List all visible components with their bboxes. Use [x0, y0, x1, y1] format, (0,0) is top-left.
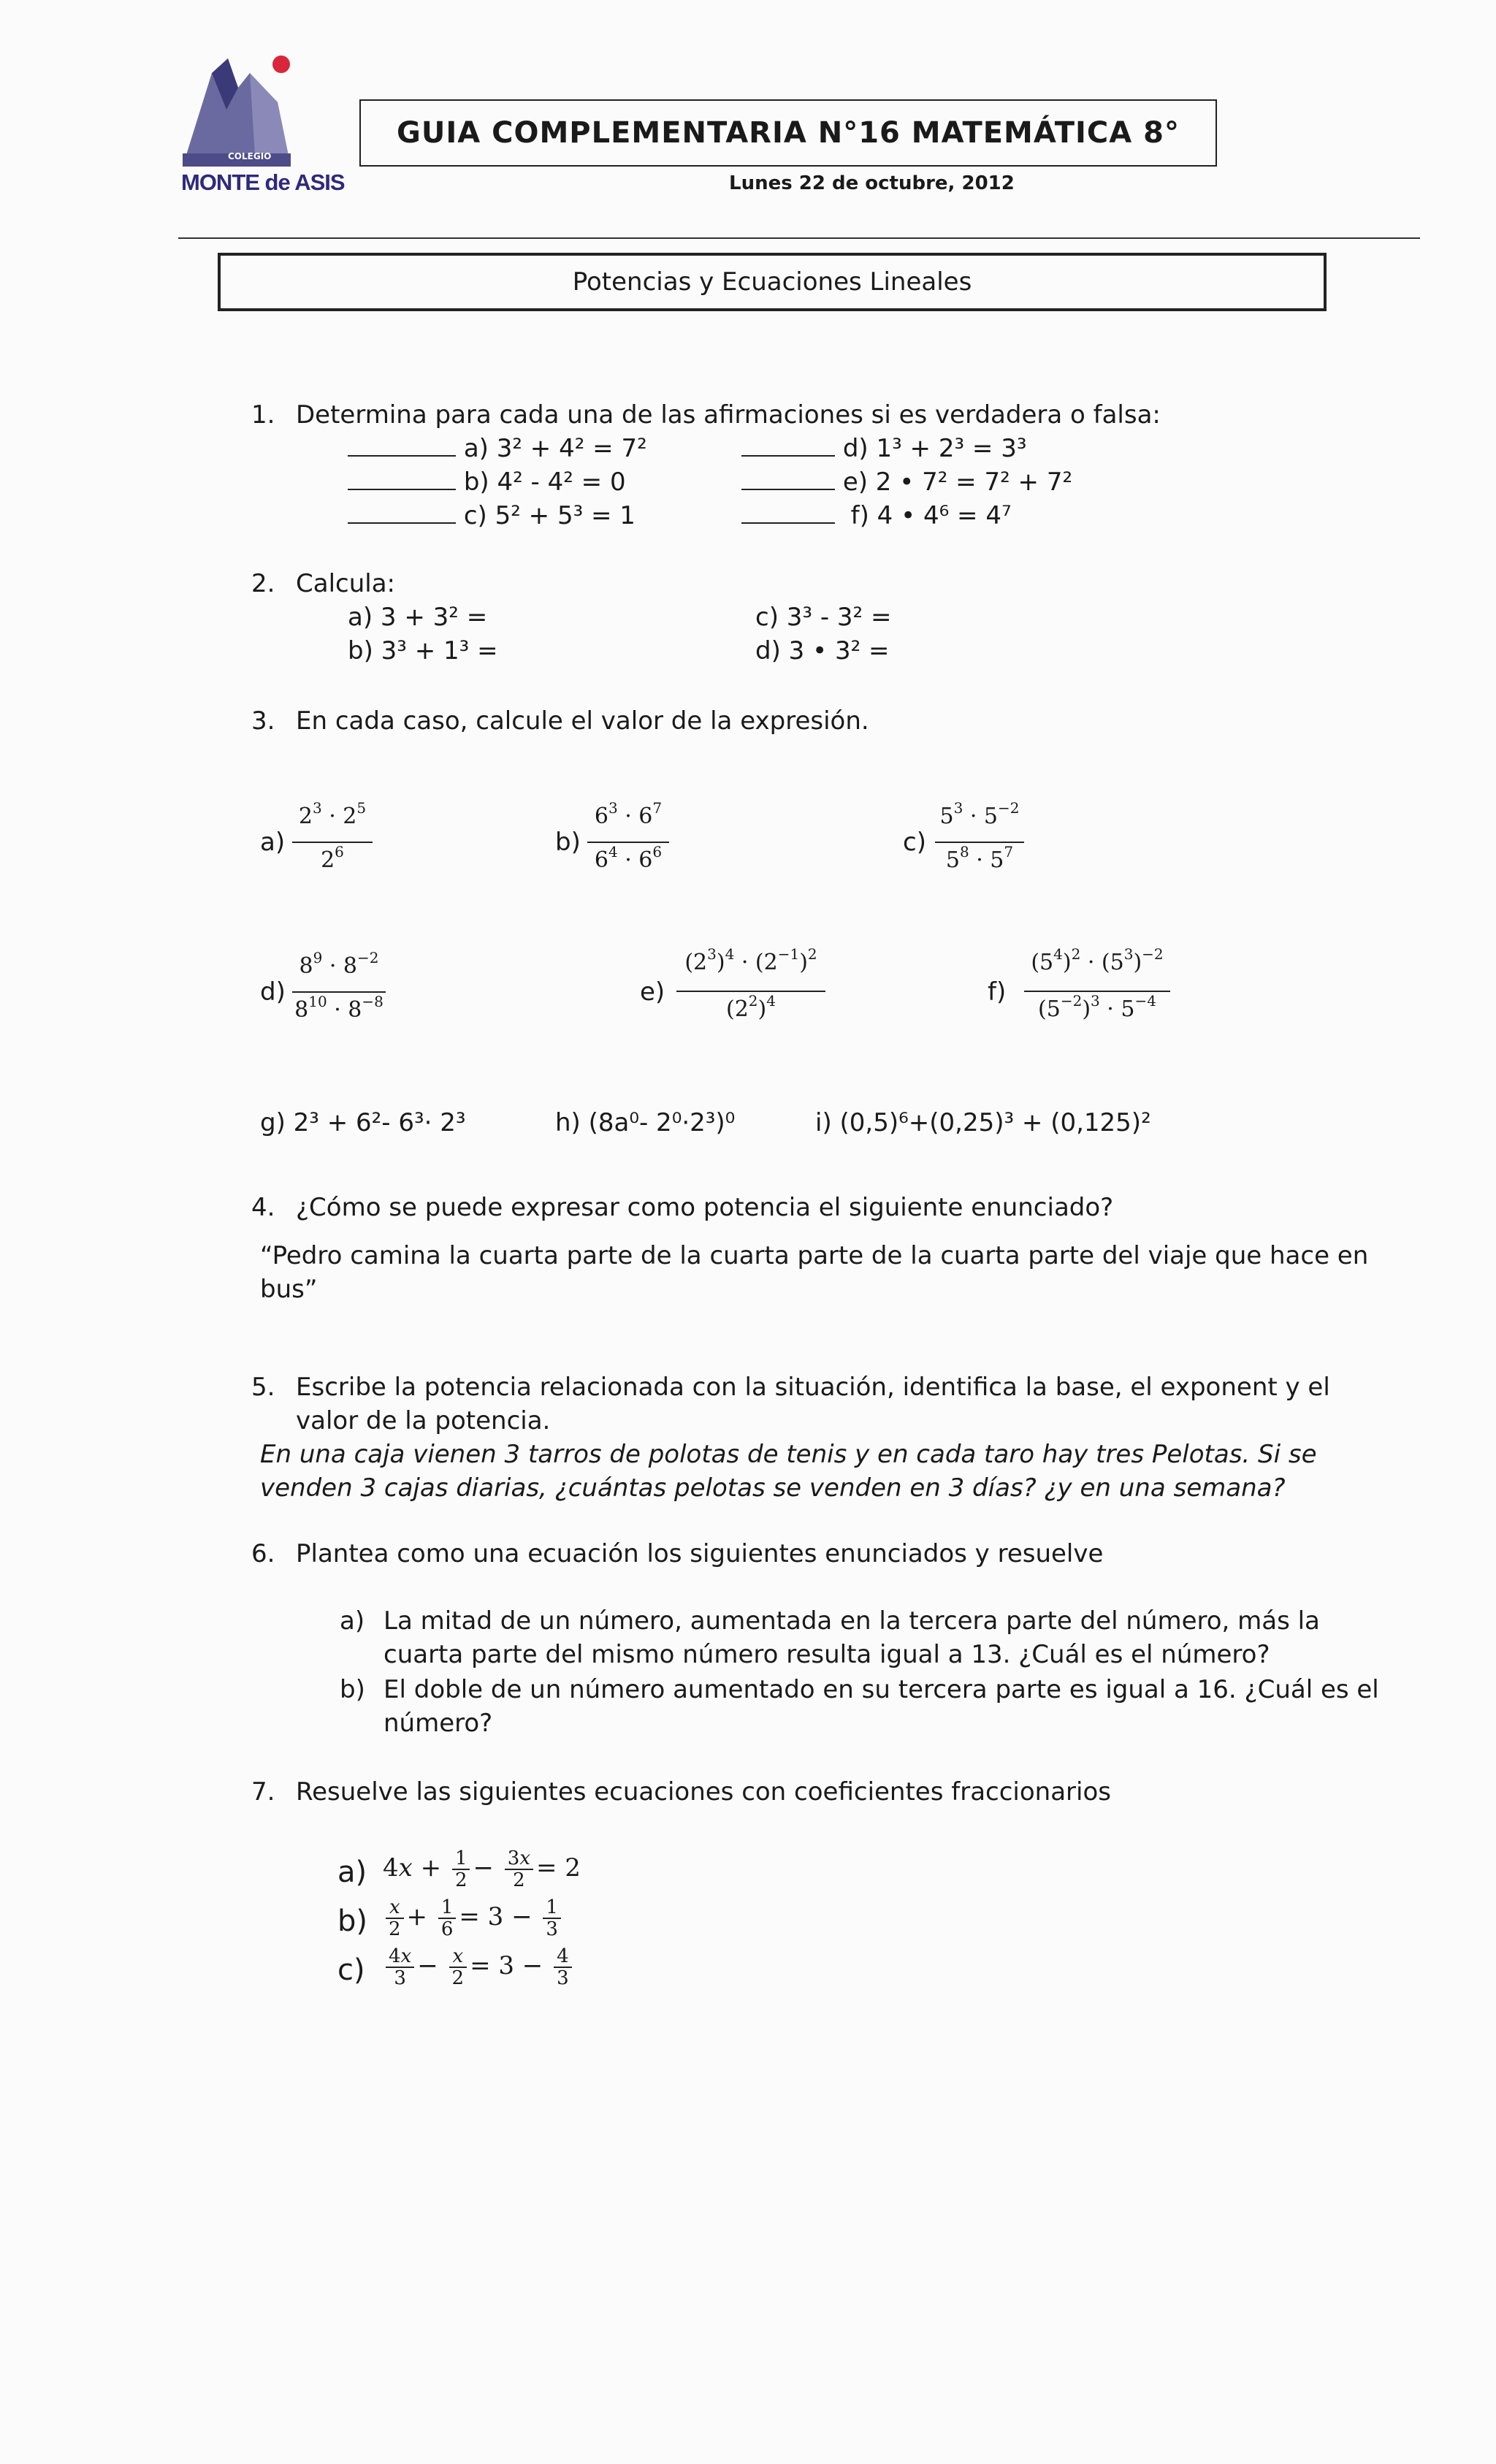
title-box: [359, 99, 1217, 167]
q2-item-a: a) 3 + 3² =: [348, 603, 488, 632]
q3-item-i: i) (0,5)⁶+(0,25)³ + (0,125)²: [815, 1108, 1151, 1137]
q7-number: 7.: [251, 1777, 275, 1807]
q2-item-d: d) 3 • 3² =: [755, 636, 890, 665]
q1-item-a: a) 3² + 4² = 7²: [348, 432, 647, 465]
q4-quote-line1: “Pedro camina la cuarta parte de la cuarta parte de la cuarta parte del viaje que hace en: [260, 1241, 1369, 1270]
q4-text: ¿Cómo se puede expresar como potencia el siguiente enunciado?: [296, 1193, 1114, 1222]
topic-title: Potencias y Ecuaciones Lineales: [572, 267, 972, 297]
q6-label-a: a): [340, 1606, 365, 1636]
q2-item-c: c) 3³ - 3² =: [755, 603, 892, 632]
q7-equation-a: 4x + $\frac{1}{2}$ − $\frac{3x}{2}$ = 2: [383, 1847, 581, 1891]
q3-fraction-e: $(2^3)^4 \cdot (2^{-1})^2$ $(2^2)^4$: [676, 950, 825, 1037]
q5-problem-line1: En una caja vienen 3 tarros de polotas de tenis y en cada taro hay tres Pelotas. Si se: [260, 1440, 1317, 1469]
q3-item-g: g) 2³ + 6²- 6³· 2³: [260, 1108, 466, 1137]
q5-line1: Escribe la potencia relacionada con la situación, identifica la base, el exponent y el: [296, 1373, 1330, 1402]
q1-item-d: d) 1³ + 2³ = 3³: [741, 432, 1026, 465]
q3-label-a: a): [260, 828, 286, 857]
q2-text: Calcula:: [296, 569, 395, 598]
q3-fraction-b: $6^3 \cdot 6^7$ $6^4 \cdot 6^6$: [587, 804, 669, 884]
q3-text: En cada caso, calcule el valor de la expresión.: [296, 706, 869, 736]
date: Lunes 22 de octubre, 2012: [729, 172, 1015, 194]
q4-quote-line2: bus”: [260, 1275, 318, 1304]
q5-problem-line2: venden 3 cajas diarias, ¿cuántas pelotas se venden en 3 días? ¿y en una semana?: [260, 1473, 1286, 1503]
q6-a-line1: La mitad de un número, aumentada en la tercera parte del número, más la: [383, 1606, 1320, 1636]
q7-equation-b: $\frac{x}{2}$ + $\frac{1}{6}$ = 3 − $\frac{1}{3}$: [383, 1897, 564, 1939]
q7-text: Resuelve las siguientes ecuaciones con coeficientes fraccionarios: [296, 1777, 1111, 1807]
q3-item-h: h) (8a⁰- 2⁰·2³)⁰: [555, 1108, 736, 1137]
q3-label-e: e): [640, 977, 665, 1007]
q3-label-f: f): [988, 977, 1007, 1007]
q6-text: Plantea como una ecuación los siguientes enunciados y resuelve: [296, 1539, 1104, 1568]
q6-number: 6.: [251, 1539, 275, 1568]
divider: [178, 237, 1420, 239]
q3-fraction-d: $8^9 \cdot 8^{-2}$ $8^{10} \cdot 8^{-8}$: [292, 953, 386, 1034]
q5-line2: valor de la potencia.: [296, 1406, 551, 1435]
q6-a-line2: cuarta parte del mismo número resulta igual a 13. ¿Cuál es el número?: [383, 1640, 1270, 1669]
q6-b-line1: El doble de un número aumentado en su tercera parte es igual a 16. ¿Cuál es el: [383, 1675, 1379, 1704]
q1-item-c: c) 5² + 5³ = 1: [348, 499, 636, 533]
q7-label-a: a): [337, 1855, 367, 1889]
q3-number: 3.: [251, 706, 275, 736]
q1-item-f: f) 4 • 4⁶ = 4⁷: [741, 499, 1012, 533]
q5-number: 5.: [251, 1373, 275, 1402]
q6-label-b: b): [340, 1675, 365, 1704]
q1-item-b: b) 4² - 4² = 0: [348, 465, 626, 499]
q1-text: Determina para cada una de las afirmaciones si es verdadera o falsa:: [296, 400, 1161, 430]
school-logo: [168, 44, 345, 201]
q4-number: 4.: [251, 1193, 275, 1222]
q1-number: 1.: [251, 400, 275, 430]
q3-label-d: d): [260, 977, 286, 1007]
q3-label-c: c): [903, 828, 926, 857]
q1-item-e: e) 2 • 7² = 7² + 7²: [741, 465, 1072, 499]
q7-label-c: c): [337, 1953, 365, 1987]
q6-b-line2: número?: [383, 1709, 493, 1738]
q2-item-b: b) 3³ + 1³ =: [348, 636, 498, 665]
topic-box: [218, 253, 1327, 311]
q3-fraction-a: $2^3 \cdot 2^5$ $2^6$: [292, 804, 373, 884]
q3-label-b: b): [555, 828, 581, 857]
q3-fraction-f: $(5^4)^2 \cdot (5^3)^{-2}$ $(5^{-2})^3 \cdot 5^{-4}$: [1024, 950, 1170, 1037]
mountain-logo-icon: [168, 44, 336, 168]
q3-fraction-c: $5^3 \cdot 5^{-2}$ $5^8 \cdot 5^7$: [935, 804, 1024, 884]
q7-equation-c: $\frac{4x}{3}$ − $\frac{x}{2}$ = 3 − $\frac{4}{3}$: [383, 1946, 575, 1988]
logo-name: MONTE de ASIS: [181, 169, 345, 195]
q7-label-b: b): [337, 1904, 367, 1938]
q2-number: 2.: [251, 569, 275, 598]
logo-small-text: COLEGIO: [228, 151, 272, 161]
page-title: GUIA COMPLEMENTARIA N°16 MATEMÁTICA 8°: [397, 116, 1180, 150]
